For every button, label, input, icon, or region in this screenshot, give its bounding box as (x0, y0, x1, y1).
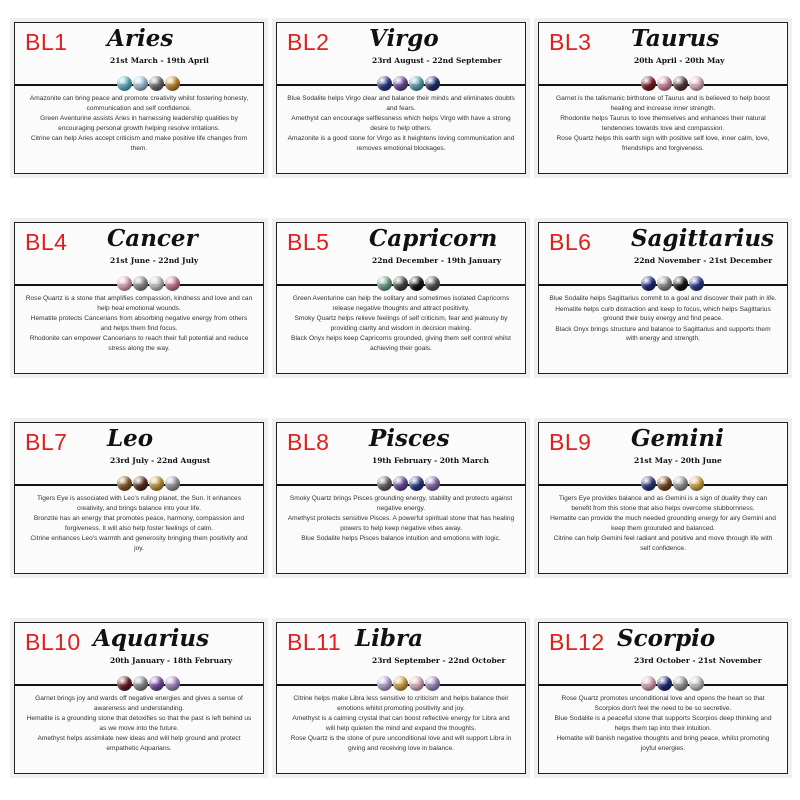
bead (393, 476, 408, 491)
bead (165, 276, 180, 291)
bead (117, 476, 132, 491)
description-paragraph: Citrine can help Gemini feel radiant and positive and move through life with self confidence. (553, 535, 773, 552)
bead (641, 276, 656, 291)
crystal-description (25, 694, 253, 755)
bead (149, 676, 164, 691)
bead (689, 76, 704, 91)
sign-title: Capricorn (369, 225, 498, 252)
card-frame (538, 622, 788, 774)
bead (641, 76, 656, 91)
bracelet-beads (641, 76, 704, 91)
zodiac-card-gemini[interactable] (534, 418, 792, 578)
sign-dates: 21st March - 19th April (110, 56, 209, 65)
description-paragraph: Green Aventurine assists Aries in harnessing leadership qualities by encouraging personal growth helping resolve irritations. (40, 115, 238, 132)
sign-title: Aquarius (93, 625, 210, 652)
bead (117, 676, 132, 691)
bead (673, 476, 688, 491)
sign-title: Cancer (107, 225, 198, 252)
description-paragraph: Citrine enhances Leo's warmth and generosity bringing them positivity and joy. (30, 535, 248, 552)
zodiac-card-libra[interactable] (272, 618, 530, 778)
product-code: BL10 (25, 629, 81, 655)
bracelet-beads (641, 676, 704, 691)
bracelet-beads (641, 476, 704, 491)
description-paragraph: Blue Sodalite helps Pisces balance intuition and emotions with logic. (301, 535, 501, 543)
description-paragraph: Hematite will banish negative thoughts and bring peace, whilst promoting joyful energies. (556, 735, 770, 752)
description-paragraph: Garnet brings joy and wards off negative energies and gives a sense of awareness and understanding. (35, 695, 243, 712)
product-code: BL12 (549, 629, 605, 655)
sign-dates: 23rd October - 21st November (634, 656, 762, 665)
bead (393, 76, 408, 91)
bead (409, 476, 424, 491)
bracelet-beads (117, 276, 180, 291)
bead (149, 276, 164, 291)
crystal-description (549, 494, 777, 555)
description-paragraph: Hematite protects Cancerians from absorbing negative energy from others and helps them find focus. (30, 315, 248, 332)
sign-dates: 23rd July - 22nd August (110, 456, 211, 465)
bead (377, 476, 392, 491)
card-frame (538, 222, 788, 374)
bead (117, 76, 132, 91)
sign-title: Virgo (369, 25, 439, 52)
description-paragraph: Rhodonite can empower Cancerians to reach their full potential and reduce stress along the way. (29, 335, 249, 352)
crystal-description (287, 694, 515, 755)
product-code: BL7 (25, 429, 68, 455)
bead (425, 276, 440, 291)
description-paragraph: Smoky Quartz helps relieve feelings of self criticism, fear and jealousy by providing clarity and wisdom in decision making. (294, 315, 508, 332)
bead (673, 76, 688, 91)
bead (133, 276, 148, 291)
crystal-description (25, 294, 253, 355)
sign-dates: 22nd December - 19th January (372, 256, 502, 265)
sign-dates: 21st May - 20th June (634, 456, 722, 465)
description-paragraph: Hematite is a grounding stone that detoxifies so that the past is left behind us as we move into the future. (26, 715, 252, 732)
product-code: BL5 (287, 229, 330, 255)
bead (689, 676, 704, 691)
bead (133, 676, 148, 691)
sign-title: Leo (107, 425, 154, 452)
card-frame (276, 422, 526, 574)
card-frame (538, 22, 788, 174)
product-code: BL9 (549, 429, 592, 455)
bead (409, 276, 424, 291)
crystal-description (287, 294, 515, 355)
bead (641, 476, 656, 491)
bead (133, 476, 148, 491)
bead (149, 476, 164, 491)
zodiac-card-virgo[interactable] (272, 18, 530, 178)
description-paragraph: Rose Quartz is a stone that amplifies compassion, kindness and love and can help heal emotional wounds. (25, 295, 253, 312)
sign-title: Sagittarius (631, 225, 775, 252)
bead (689, 276, 704, 291)
product-code: BL11 (287, 629, 342, 655)
zodiac-card-leo[interactable] (10, 418, 268, 578)
crystal-description (549, 94, 777, 155)
description-paragraph: Bronzite has an energy that promotes peace, harmony, compassion and forgiveness. It will also help foster feelings of calm. (33, 515, 245, 532)
card-frame (14, 422, 264, 574)
description-paragraph: Tigers Eye is associated with Leo's ruling planet, the Sun. It enhances creativity, and brings balance into your life. (36, 495, 242, 512)
description-paragraph: Citrine helps make Libra less sensitive to criticism and helps balance their emotions whilst promoting positivity and joy. (293, 695, 509, 712)
description-paragraph: Citrine can help Aries accept criticism and make positive life changes from them. (30, 135, 248, 152)
bead (133, 76, 148, 91)
sign-title: Aries (107, 25, 174, 52)
sign-dates: 20th January - 18th February (110, 656, 233, 665)
bead (377, 76, 392, 91)
card-frame (276, 22, 526, 174)
description-paragraph: Amethyst protects sensitive Pisces. A powerful spiritual stone that has healing powers to help keep negative vibes away. (287, 515, 515, 532)
bracelet-beads (641, 276, 704, 291)
zodiac-card-sagittarius[interactable] (534, 218, 792, 378)
description-paragraph: Blue Sodalite helps Virgo clear and balance their minds and eliminates doubts and fears. (287, 95, 515, 112)
sign-title: Taurus (631, 25, 720, 52)
sign-dates: 20th April - 20th May (634, 56, 725, 65)
description-paragraph: Amethyst can encourage selflessness which helps Virgo with have a strong desire to help others. (291, 115, 511, 132)
zodiac-card-capricorn[interactable] (272, 218, 530, 378)
description-paragraph: Black Onyx helps keep Capricorns grounded, giving them self control whilst achieving their goals. (291, 335, 511, 352)
bracelet-beads (117, 76, 180, 91)
bracelet-beads (377, 276, 440, 291)
description-paragraph: Hematite helps curb distraction and keep to focus, which helps Sagittarius ground their busy energy and find peace. (555, 305, 771, 323)
bead (641, 676, 656, 691)
bead (689, 476, 704, 491)
bead (425, 476, 440, 491)
sign-dates: 23rd September - 22nd October (372, 656, 506, 665)
bracelet-beads (117, 676, 180, 691)
bead (425, 76, 440, 91)
description-paragraph: Rose Quartz promotes unconditional love and opens the heart so that Scorpios don't feel the need to be so secretive. (561, 695, 765, 712)
bracelet-beads (117, 476, 180, 491)
bead (673, 676, 688, 691)
bead (165, 76, 180, 91)
sign-title: Gemini (631, 425, 724, 452)
description-paragraph: Rose Quartz helps this earth sign with positive self love, inner calm, love, friendships and forgiveness. (556, 135, 770, 152)
card-frame (276, 222, 526, 374)
bead (657, 76, 672, 91)
sign-dates: 22nd November - 21st December (634, 256, 773, 265)
card-frame (14, 222, 264, 374)
description-paragraph: Rhodonite helps Taurus to love themselves and enhances their natural tendencies towards love and compassion. (560, 115, 766, 132)
sign-title: Libra (355, 625, 424, 652)
card-frame (14, 22, 264, 174)
bead (657, 476, 672, 491)
sign-title: Scorpio (617, 625, 716, 652)
description-paragraph: Amazonite can bring peace and promote creativity whilst fostering honesty, communication and self confidence. (29, 95, 249, 112)
bead (377, 276, 392, 291)
description-paragraph: Amethyst is a calming crystal that can boost reflective energy for Libra and will help quieten the mind and expand the thoughts. (292, 715, 510, 732)
description-paragraph: Smoky Quartz brings Pisces grounding energy, stability and protects against negative energy. (289, 495, 513, 512)
product-code: BL3 (549, 29, 592, 55)
sign-title: Pisces (369, 425, 450, 452)
description-paragraph: Rose Quartz is the stone of pure unconditional love and will support Libra in giving and receiving love in balance. (290, 735, 512, 752)
description-paragraph: Hematite can provide the much needed grounding energy for airy Gemini and keep them grounded and balanced. (550, 515, 776, 532)
sign-dates: 23rd August - 22nd September (372, 56, 502, 65)
product-code: BL6 (549, 229, 592, 255)
zodiac-card-aquarius[interactable] (10, 618, 268, 778)
card-frame (276, 622, 526, 774)
crystal-description (25, 494, 253, 555)
crystal-description (549, 694, 777, 755)
bead (377, 676, 392, 691)
crystal-description (287, 94, 515, 155)
crystal-description (549, 294, 777, 345)
zodiac-card-pisces[interactable] (272, 418, 530, 578)
description-paragraph: Blue Sodalite helps Sagittarius commit to a goal and discover their path in life. (549, 295, 777, 302)
description-paragraph: Tigers Eye provides balance and as Gemini is a sign of duality they can benefit from this stone that also helps overcome stubbornness. (558, 495, 768, 512)
zodiac-card-taurus[interactable] (534, 18, 792, 178)
product-code: BL1 (25, 29, 68, 55)
bead (149, 76, 164, 91)
crystal-description (25, 94, 253, 155)
description-paragraph: Blue Sodalite is a peaceful stone that supports Scorpios deep thinking and helps them tap into their intuition. (554, 715, 772, 732)
sign-dates: 19th February - 20th March (372, 456, 489, 465)
zodiac-card-cancer[interactable] (10, 218, 268, 378)
card-frame (538, 422, 788, 574)
zodiac-card-aries[interactable] (10, 18, 268, 178)
bead (657, 676, 672, 691)
bracelet-beads (377, 76, 440, 91)
bead (393, 276, 408, 291)
bead (409, 76, 424, 91)
bead (165, 476, 180, 491)
bead (673, 276, 688, 291)
description-paragraph: Amethyst helps assimilate new ideas and will help ground and protect empathetic Aquarians. (37, 735, 241, 752)
bead (657, 276, 672, 291)
product-code: BL8 (287, 429, 330, 455)
bead (117, 276, 132, 291)
product-code: BL4 (25, 229, 68, 255)
bead (393, 676, 408, 691)
product-code: BL2 (287, 29, 330, 55)
description-paragraph: Black Onyx brings structure and balance to Sagittarius and supports them with energy and strength. (555, 325, 771, 343)
bead (409, 676, 424, 691)
description-paragraph: Garnet is the talismanic birthstone of Taurus and is believed to help boost healing and increase inner strength. (556, 95, 770, 112)
description-paragraph: Green Aventurine can help the solitary and sometimes isolated Capricorns release negative thoughts and attract positivity. (292, 295, 510, 312)
zodiac-card-scorpio[interactable] (534, 618, 792, 778)
crystal-description (287, 494, 515, 545)
sign-dates: 21st June - 22nd July (110, 256, 199, 265)
bead (165, 676, 180, 691)
bead (425, 676, 440, 691)
card-frame (14, 622, 264, 774)
bracelet-beads (377, 676, 440, 691)
bracelet-beads (377, 476, 440, 491)
description-paragraph: Amazonite is a good stone for Virgo as it heightens loving communication and removes emotional blockages. (287, 135, 515, 152)
